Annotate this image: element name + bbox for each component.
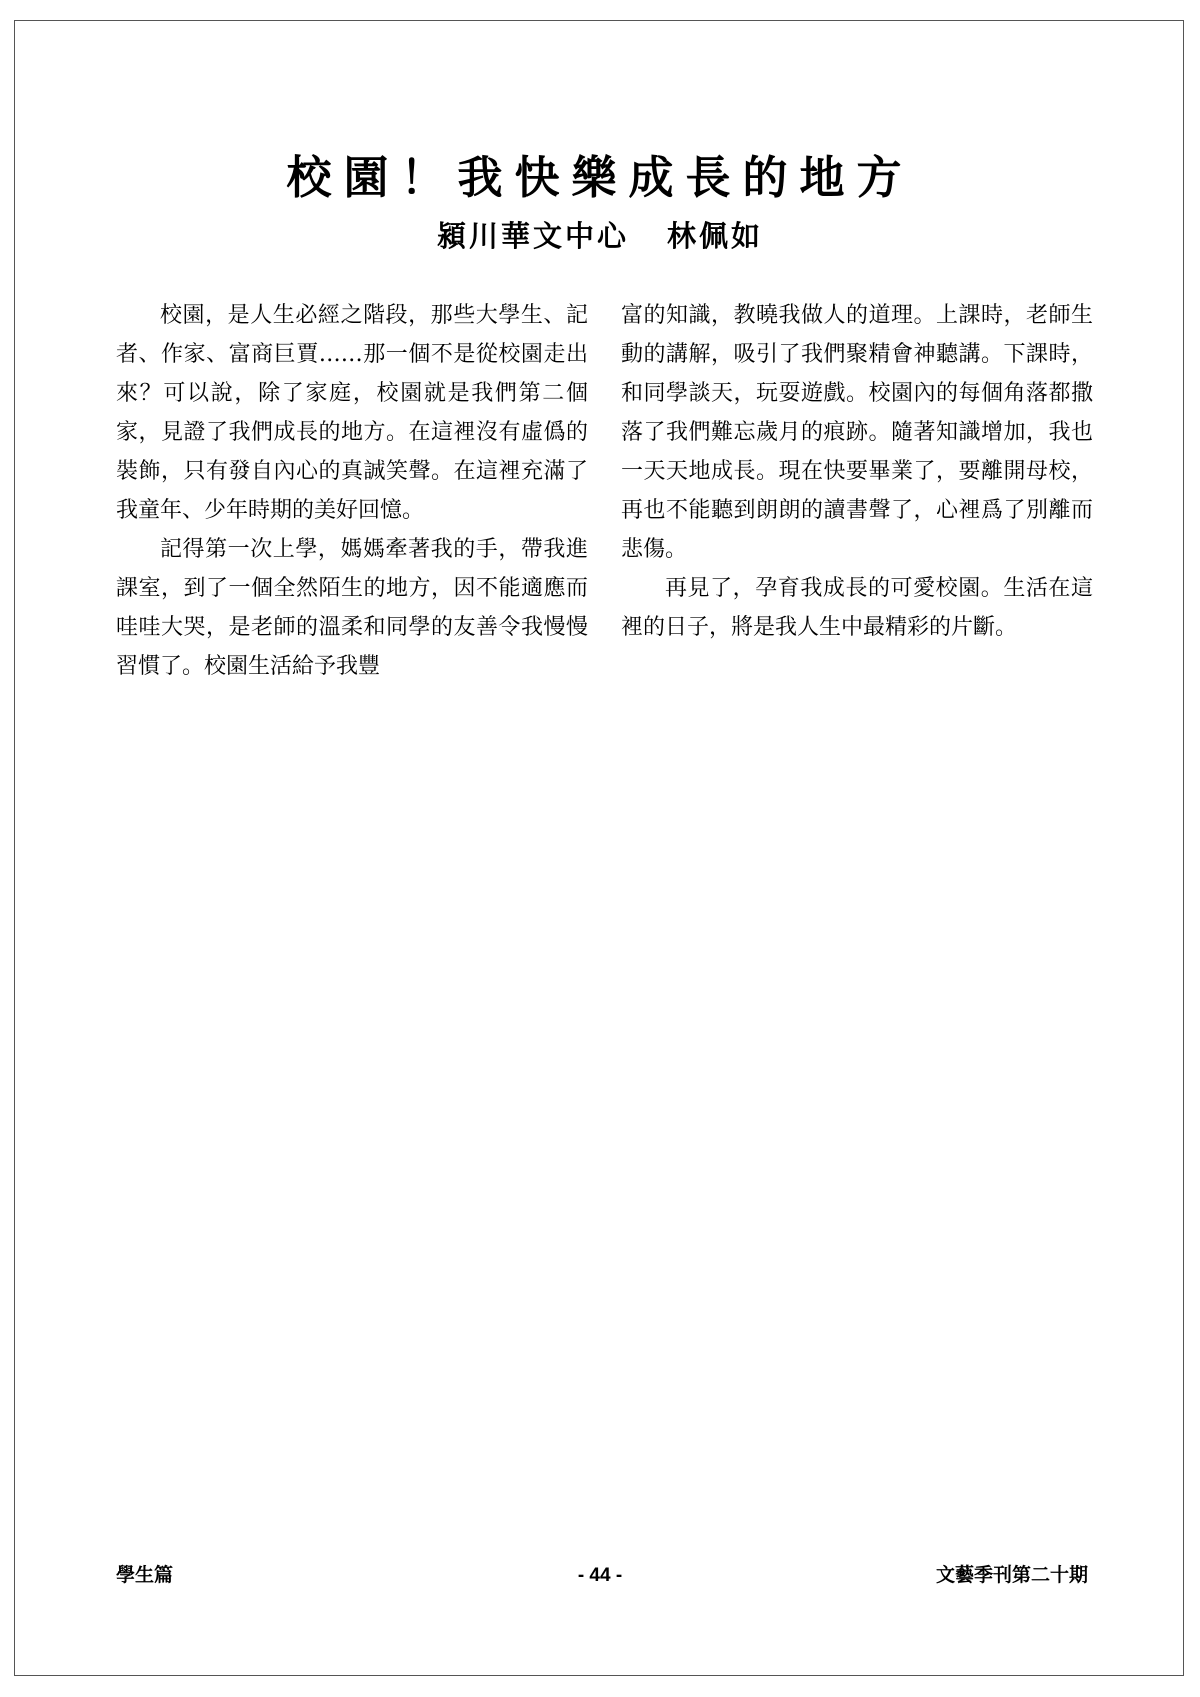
footer-section: 學生篇 <box>116 1565 174 1586</box>
paragraph: 再見了，孕育我成長的可愛校園。生活在這裡的日子，將是我人生中最精彩的片斷。 <box>621 576 1093 640</box>
footer-page-number: - 44 - <box>577 1565 623 1586</box>
paragraph-continued: 富的知識，教曉我做人的道理。上課時，老師生動的講解，吸引了我們聚精會神聽講。下課時，和同學談天，玩耍遊戲。校園內的每個角落都撒落了我們難忘歲月的痕跡。隨著知識增加，我也一天天地成長。現在快要畢業了，要離開母校，再也不能聽到朗朗的讀書聲了，心裡爲了別離而悲傷。 <box>621 303 1093 562</box>
byline <box>0 216 1200 256</box>
article-title: 校園！我快樂成長的地方 <box>286 151 914 204</box>
paragraph: 校園，是人生必經之階段，那些大學生、記者、作家、富商巨賈……那一個不是從校園走出來？可以說，除了家庭，校園就是我們第二個家，見證了我們成長的地方。在這裡沒有虛僞的裝飾，只有發自內心的真誠笑聲。在這裡充滿了我童年、少年時期的美好回憶。 <box>116 303 588 523</box>
author-name: 林佩如 <box>667 219 764 253</box>
text-column-left <box>116 296 588 686</box>
footer-publication: 文藝季刊第二十期 <box>935 1565 1088 1586</box>
paragraph: 記得第一次上學，媽媽牽著我的手，帶我進課室，到了一個全然陌生的地方，因不能適應而哇哇大哭，是老師的溫柔和同學的友善令我慢慢習慣了。校園生活給予我豐 <box>116 537 588 679</box>
author-school: 潁川華文中心 <box>436 219 629 253</box>
text-column-right <box>621 296 1093 647</box>
page-border <box>14 20 1184 1676</box>
